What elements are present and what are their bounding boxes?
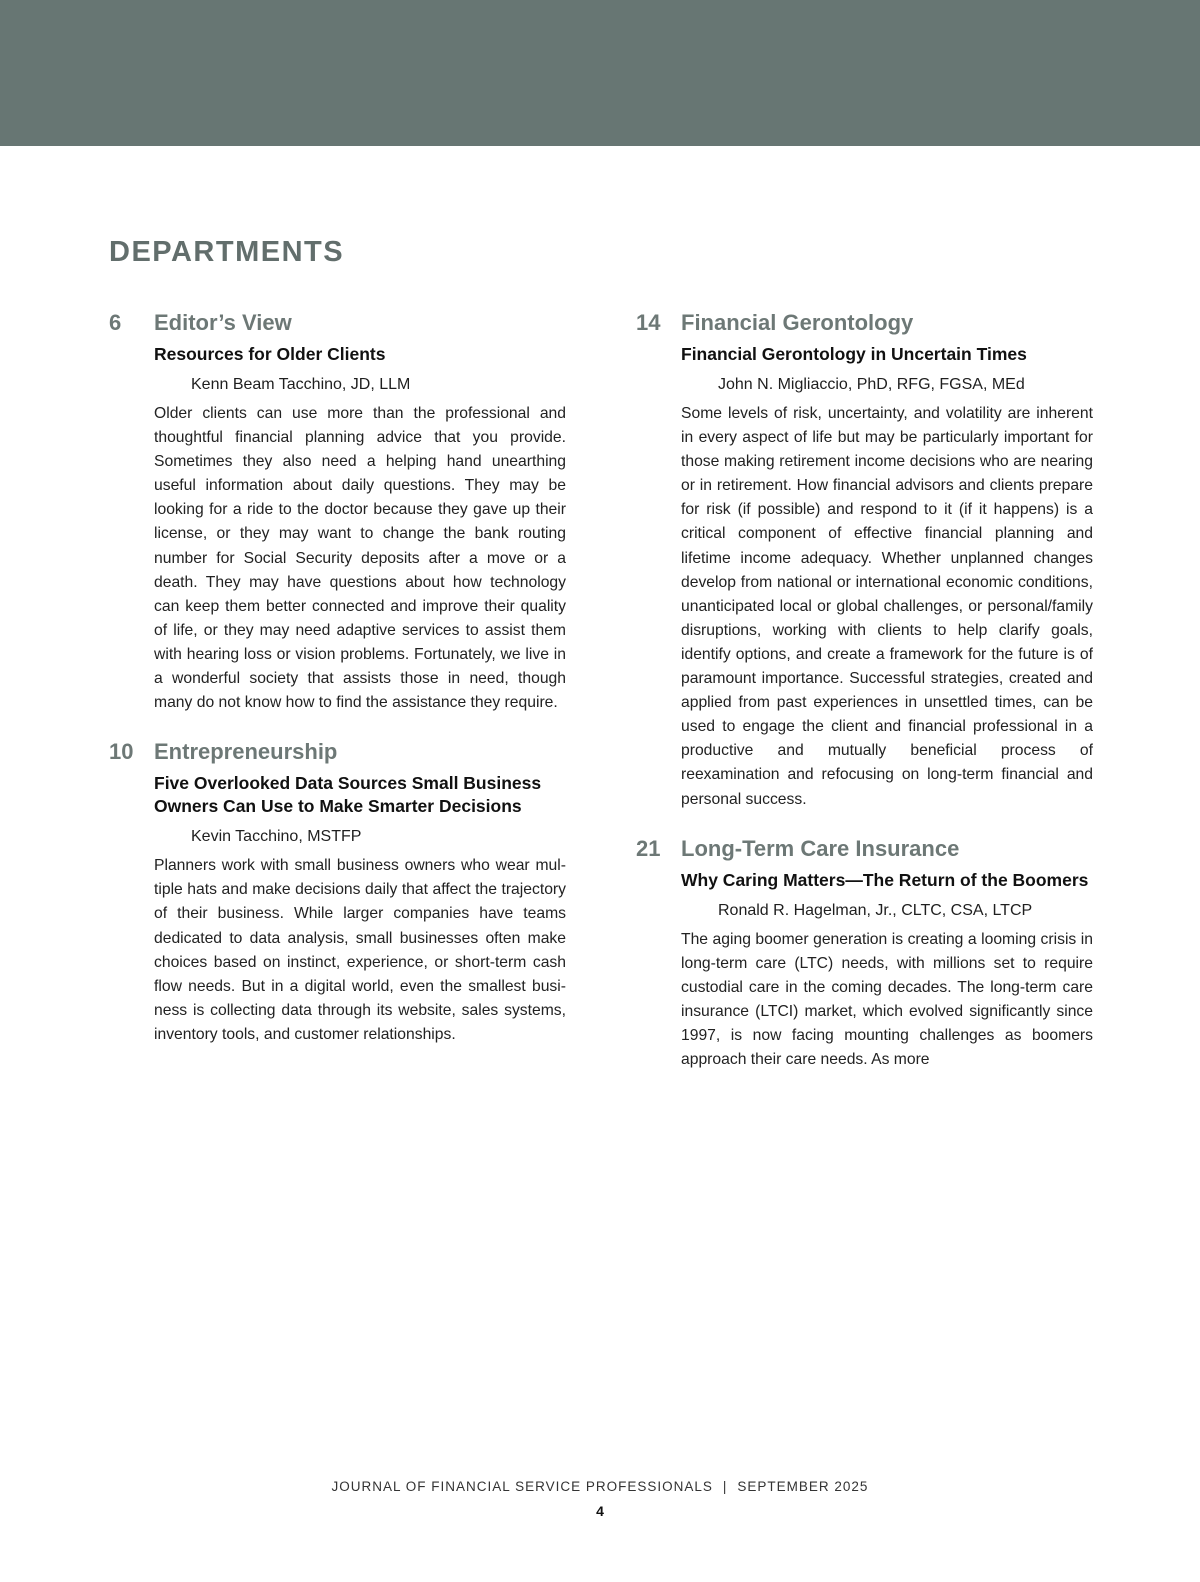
footer-date: SEPTEMBER 2025 — [737, 1479, 869, 1494]
header-banner — [0, 0, 1200, 146]
entry-article-title[interactable]: Why Caring Matters—The Return of the Boomers — [681, 869, 1089, 890]
entry-article-title[interactable]: Resources for Older Clients — [154, 344, 386, 364]
footer-journal-name: JOURNAL OF FINANCIAL SERVICE PROFESSIONALS — [331, 1479, 713, 1494]
department-entry — [636, 308, 1093, 812]
left-column — [109, 308, 566, 1069]
entry-summary: Planners work with small business owners who wear multiple hats and make decisions daily that affect the trajectory of their business. While larger companies have teams dedicated to data analysis, small businesses often make choices based on instinct, experience, or short-term cash flow needs. But in a digital world, even the smallest business is collecting data through its website, sales systems, inventory tools, and customer relationships. — [154, 857, 566, 1043]
entry-article-title[interactable]: Five Overlooked Data Sources Small Business Owners Can Use to Make Smarter Decisions — [154, 773, 542, 817]
department-entry — [109, 737, 566, 1047]
footer — [0, 1479, 1200, 1494]
entry-page-number: 21 — [636, 835, 661, 861]
entry-section-title[interactable]: Entrepreneurship — [154, 739, 338, 765]
entry-summary: The aging boomer generation is creating a looming crisis in long-term care (LTC) needs, with millions set to require custodial care in the coming decades. The long-term care insurance (LTCI) market, which evolved significantly since 1997, is now facing mounting challenges as boomers approach their care needs. As more — [681, 930, 1093, 1069]
entry-summary: Some levels of risk, uncertainty, and volatility are inherent in every aspect of life but may be particularly important for those making retirement income decisions who are nearing or in retirement. How financial advisors and clients prepare for risk (if possible) and respond to it (if it happens) is a critical component of effective financial planning and lifetime income adequacy. Whether unplanned changes develop from national or international economic conditions, unanticipated local or global challenges, or personal/family disruptions, working with clients to help clarify goals, identify options, and create a framework for the future is of paramount importance. Successful strategies, created and applied from past experiences in unsettled times, can be used to engage the client and financial professional in a productive and mutually beneficial process of reexamination and refocusing on long-term financial and personal success. — [681, 405, 1093, 808]
entry-author: Kevin Tacchino, MSTFP — [191, 828, 362, 846]
footer-separator: | — [722, 1479, 728, 1494]
entry-article-title[interactable]: Financial Gerontology in Uncertain Times — [681, 344, 1027, 364]
entry-summary: Older clients can use more than the professional and thoughtful financial planning advice that you provide. Sometimes they also need a helping hand unearthing useful information about daily questions. They may be looking for a ride to the doctor because they gave up their license, or they may want to change the bank routing number for Social Security deposits after a move or a death. They may have questions about how technology can keep them better connected and improve their quality of life, or they may need adaptive services to assist them with hearing loss or vision problems. Fortunately, we live in a wonderful society that assists those in need, though many do not know how to find the assistance they require. — [154, 405, 566, 712]
right-column — [636, 308, 1093, 1094]
entry-page-number: 10 — [109, 739, 134, 765]
department-entry — [109, 308, 566, 715]
entry-author: John N. Migliaccio, PhD, RFG, FGSA, MEd — [718, 376, 1025, 393]
entry-page-number: 6 — [109, 310, 122, 335]
page-number: 4 — [596, 1503, 604, 1519]
page-title: DEPARTMENTS — [109, 236, 345, 268]
department-entry — [636, 834, 1093, 1073]
entry-page-number: 14 — [636, 310, 661, 335]
entry-section-title[interactable]: Long-Term Care Insurance — [681, 835, 960, 861]
entry-author: Kenn Beam Tacchino, JD, LLM — [191, 376, 411, 393]
entry-section-title[interactable]: Editor’s View — [154, 310, 292, 335]
entry-author: Ronald R. Hagelman, Jr., CLTC, CSA, LTCP — [718, 901, 1033, 919]
entry-section-title[interactable]: Financial Gerontology — [681, 310, 914, 335]
